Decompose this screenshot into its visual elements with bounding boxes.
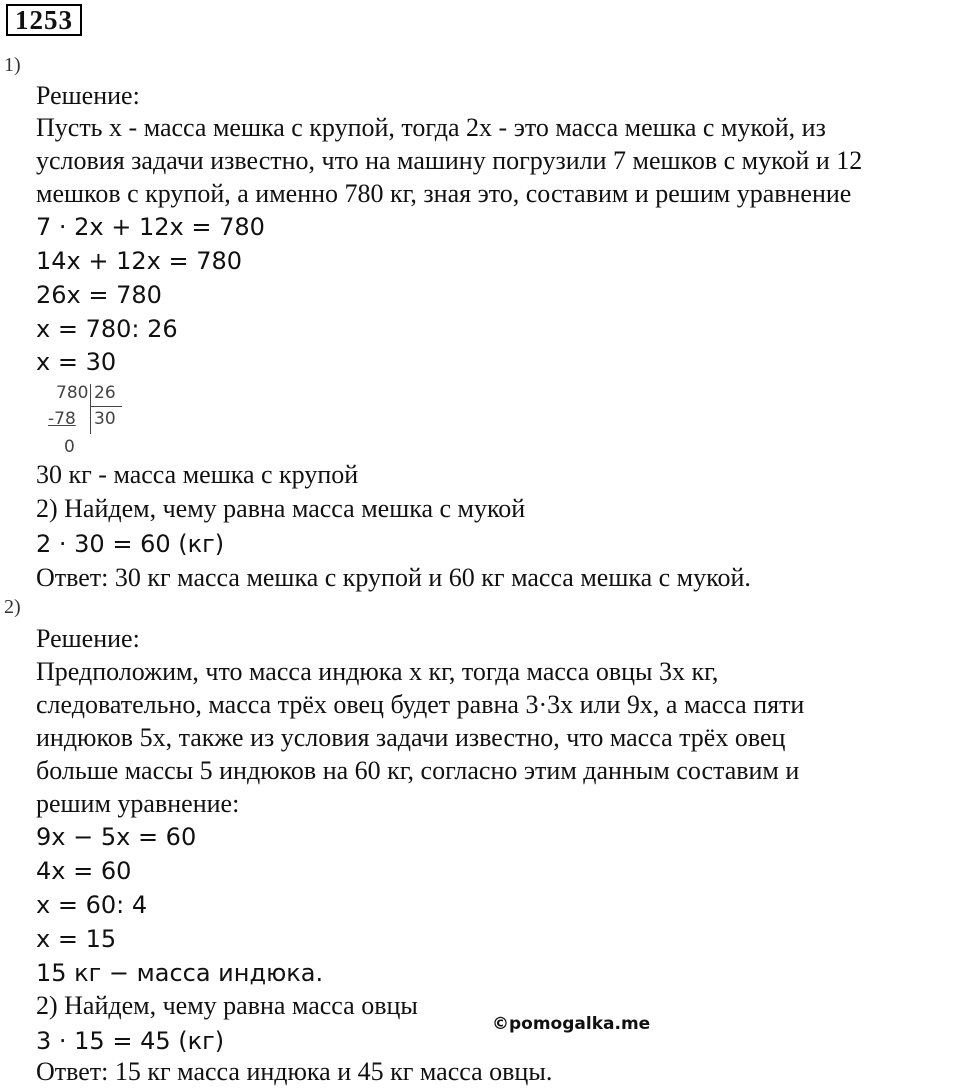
part2-text-line: больше массы 5 индюков на 60 кг, согласно этим данным составим и [36, 756, 800, 785]
part2-text-line: следовательно, масса трёх овец будет равна 3·3x или 9x, а масса пяти [36, 690, 805, 719]
part1-step2: 2) Найдем, чему равна масса мешка с мукой [36, 494, 526, 523]
division-horizontal-line [90, 406, 122, 407]
division-dividend: 780 [56, 383, 89, 403]
part1-equation: x = 780: 26 [36, 315, 178, 343]
division-divisor: 26 [94, 383, 116, 403]
part1-equation: x = 30 [36, 348, 117, 376]
part1-text-line: условия задачи известно, что на машину погрузили 7 мешков с мукой и 12 [36, 146, 863, 175]
part1-equation: 14x + 12x = 780 [36, 247, 243, 275]
part2-text-line: решим уравнение: [36, 789, 240, 818]
part2-equation: x = 60: 4 [36, 891, 148, 919]
part1-step2-equation: 2 ⋅ 30 = 60 (кг) [36, 530, 225, 558]
division-quotient: 30 [94, 409, 116, 429]
part1-answer: Ответ: 30 кг масса мешка с крупой и 60 кг масса мешка с мукой. [36, 563, 751, 592]
part1-equation: 26x = 780 [36, 281, 162, 309]
part2-label: 2) [4, 596, 21, 618]
part2-heading: Решение: [36, 624, 140, 653]
part2-equation: 4x = 60 [36, 857, 132, 885]
watermark: ©pomogalka.me [492, 1014, 651, 1034]
part1-label: 1) [4, 54, 21, 76]
part1-result: 30 кг - масса мешка с крупой [36, 460, 359, 489]
part2-equation: 9x − 5x = 60 [36, 823, 197, 851]
part2-answer: Ответ: 15 кг масса индюка и 45 кг масса овцы. [36, 1057, 553, 1086]
part1-heading: Решение: [36, 81, 140, 110]
part2-equation: x = 15 [36, 925, 117, 953]
part2-text-line: Предположим, что масса индюка x кг, тогда масса овцы 3x кг, [36, 657, 719, 686]
task-number-box: 1253 [6, 4, 82, 36]
part1-equation: 7 ⋅ 2x + 12x = 780 [36, 213, 265, 241]
part1-text-line: мешков с крупой, а именно 780 кг, зная это, составим и решим уравнение [36, 179, 852, 208]
part2-step2-equation: 3 ⋅ 15 = 45 (кг) [36, 1027, 225, 1055]
part2-step2: 2) Найдем, чему равна масса овцы [36, 991, 418, 1020]
part1-text-line: Пусть x - масса мешка с крупой, тогда 2x - это масса мешка с мукой, из [36, 113, 826, 142]
long-division [44, 382, 134, 462]
part2-result: 15 кг − масса индюка. [36, 959, 324, 987]
part2-text-line: индюков 5x, также из условия задачи известно, что масса трёх овец [36, 723, 786, 752]
division-vertical-line [90, 384, 91, 434]
division-subtrahend: -78 [48, 409, 76, 429]
division-remainder: 0 [64, 437, 75, 457]
